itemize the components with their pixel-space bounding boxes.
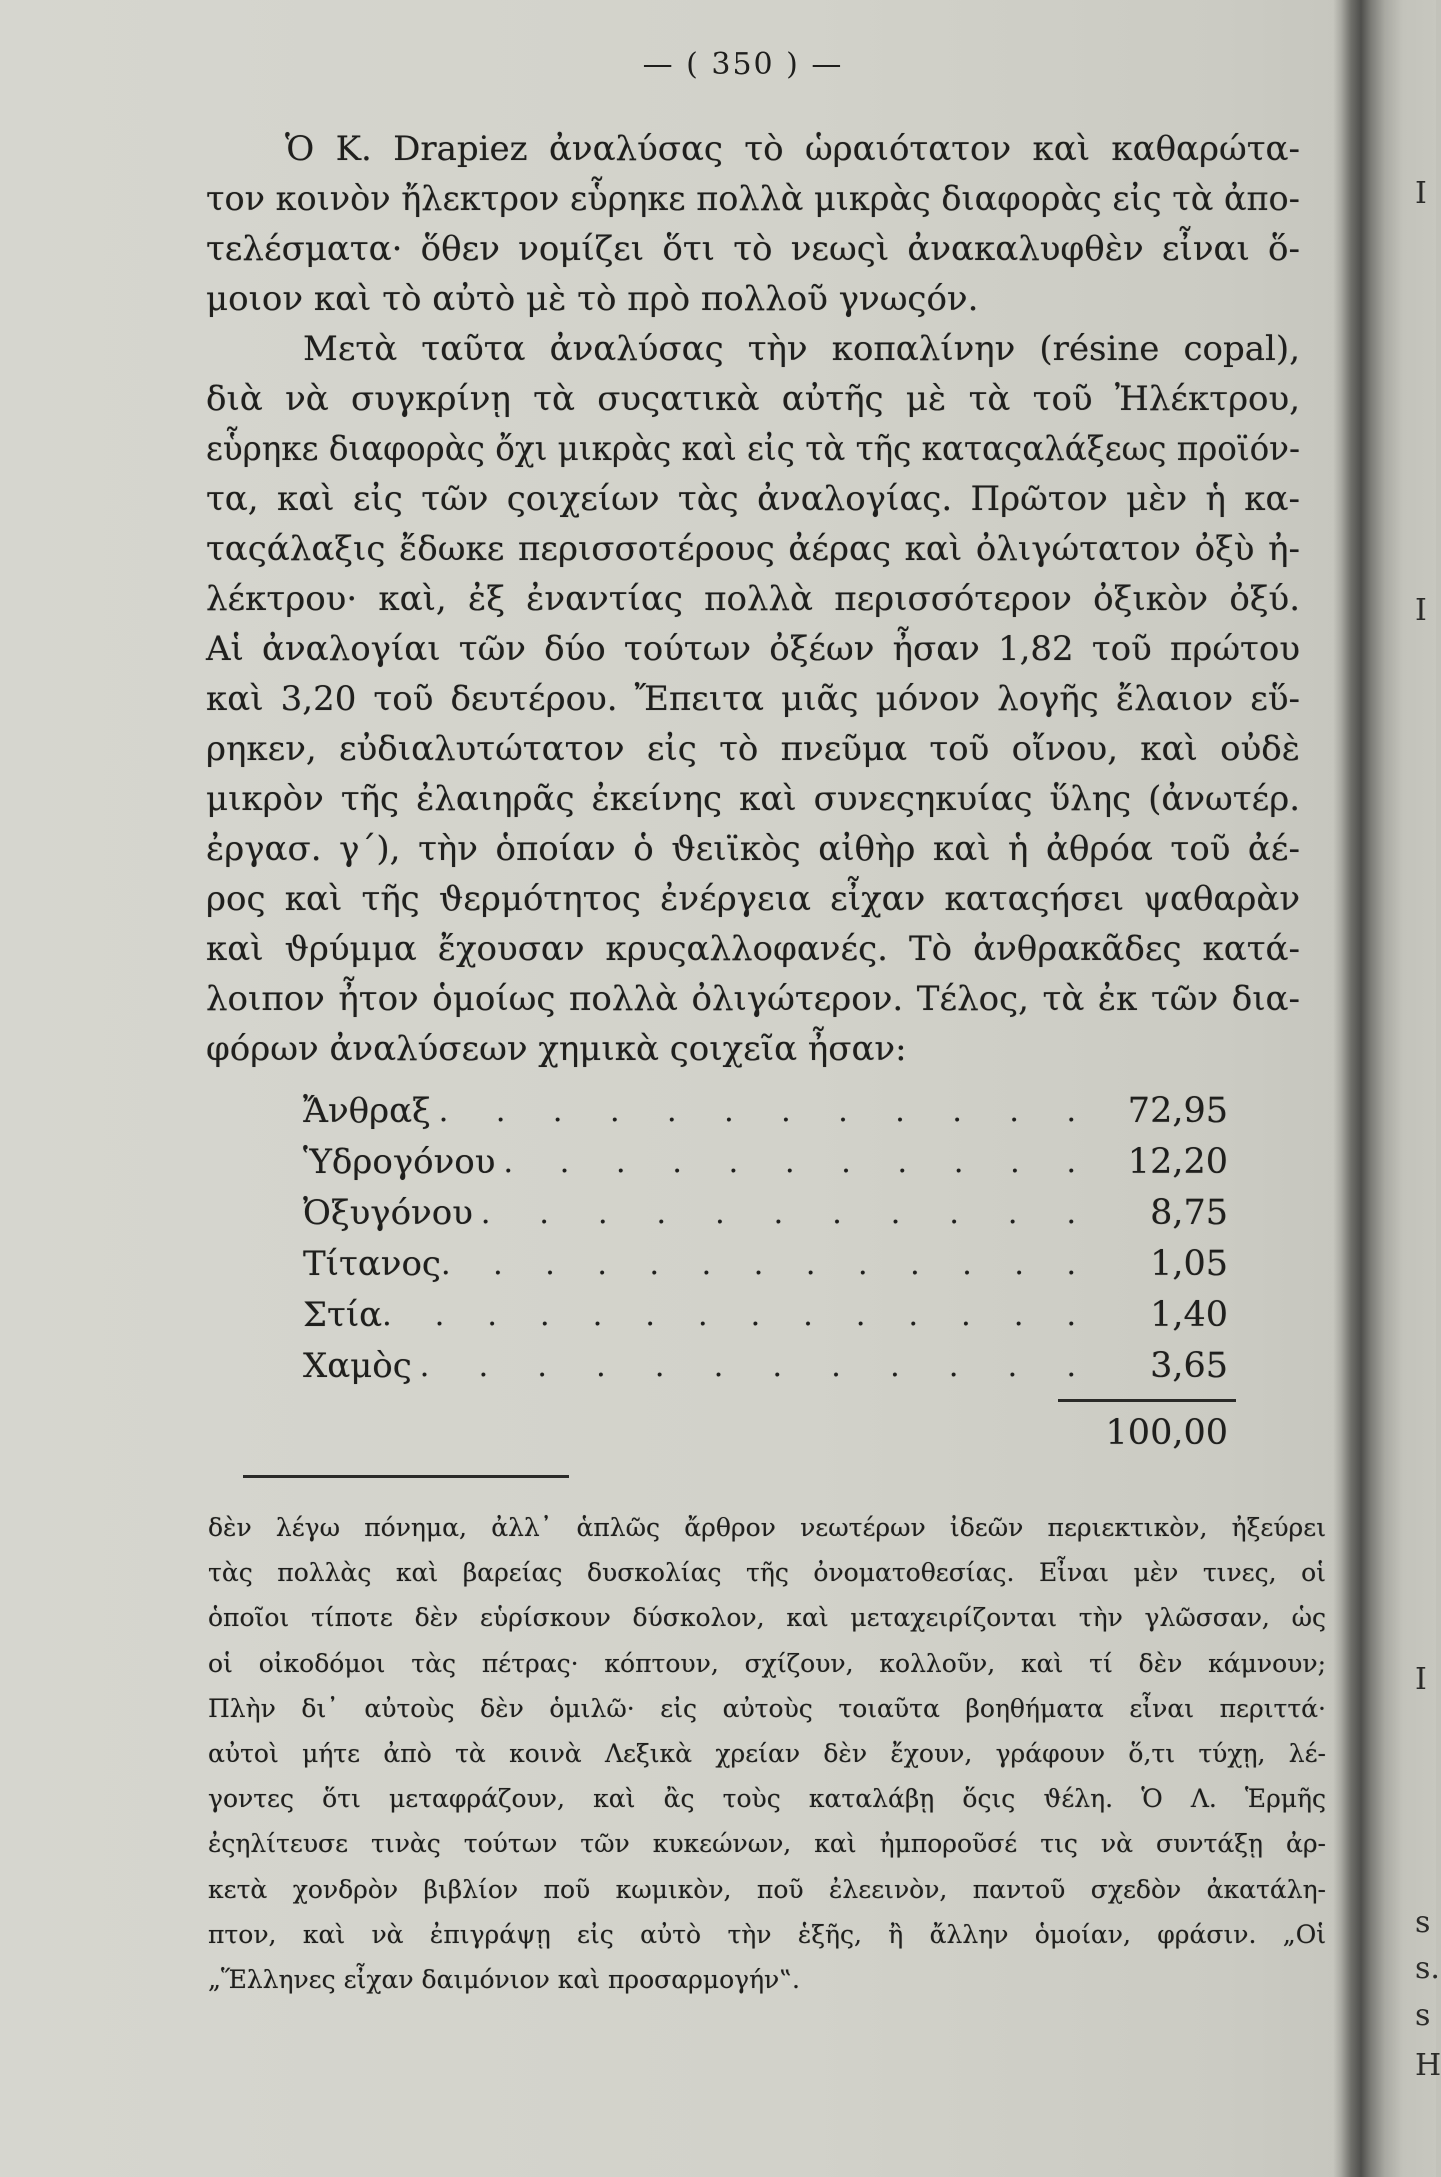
facing-page-letter: I (1415, 1662, 1427, 1697)
composition-row (303, 1086, 1228, 1137)
footnote-line: αὐτοὶ μήτε ἀπὸ τὰ κοινὰ Λεξικὰ χρείαν δὲν ἔχουν, γράφουν ὅ,τι τύχῃ, λέ- (208, 1738, 1326, 1768)
dot-leader: . . . . . . . . . . . (503, 1145, 1076, 1180)
table-total: 100,00 (1105, 1413, 1228, 1453)
body-text-line: μοιον καὶ τὸ αὐτὸ μὲ τὸ πρὸ πολλοῦ γνωςόν. (206, 279, 979, 319)
dot-leader: . . . . . . . . . . . . (438, 1094, 1076, 1129)
composition-row (303, 1188, 1228, 1239)
footnote-line: πτον, καὶ νὰ ἐπιγράψῃ εἰς αὐτὸ τὴν ἑξῆς, ἢ ἄλλην ὁμοίαν, φράσιν. „Οἱ (208, 1919, 1326, 1949)
percentage-value: 8,75 (1150, 1193, 1228, 1233)
percentage-value: 72,95 (1127, 1091, 1228, 1131)
facing-page-edge (1333, 0, 1441, 2177)
body-text-line: ταςάλαξις ἔδωκε περισσοτέρους ἀέρας καὶ ὀλιγώτατον ὀξὺ ἠ- (206, 529, 1300, 569)
body-text-line: ρηκεν, εὐδιαλυτώτατον εἰς τὸ πνεῦμα τοῦ οἴνου, καὶ οὐδὲ (206, 729, 1300, 769)
main-text (206, 124, 1300, 1074)
footnote-separator-rule (243, 1475, 569, 1478)
footnote-line: τὰς πολλὰς καὶ βαρείας δυσκολίας τῆς ὀνοματοθεσίας. Εἶναι μὲν τινες, οἱ (208, 1558, 1326, 1588)
element-name: Στία (303, 1295, 383, 1335)
footnote-line: δὲν λέγω πόνημα, ἀλλ᾽ ἁπλῶς ἄρθρον νεωτέρων ἰδεῶν περιεκτικὸν, ἠξεύρει (208, 1513, 1326, 1542)
dot-leader: . . . . . . . . . . . . (419, 1349, 1076, 1384)
body-text-line: Ὁ Κ. Drapiez ἀναλύσας τὸ ὡραιότατον καὶ καθαρώτα- (285, 129, 1300, 169)
body-text-line: ἐργασ. γ΄), τὴν ὁποίαν ὁ ϑειϊκὸς αἰθὴρ καὶ ἡ ἀθρόα τοῦ ἀέ- (206, 829, 1300, 869)
percentage-value: 1,40 (1150, 1295, 1228, 1335)
body-text-line: ρος καὶ τῆς ϑερμότητος ἐνέργεια εἶχαν καταςήσει ψαθαρὰν (206, 879, 1300, 919)
body-text-line: καὶ ϑρύμμα ἔχουσαν κρυςαλλοφανές. Τὸ ἀνθρακᾶδες κατά- (206, 929, 1300, 969)
body-text-line: λέκτρου· καὶ, ἐξ ἐναντίας πολλὰ περισσότερον ὀξικὸν ὀξύ. (206, 579, 1300, 619)
facing-page-letter: H (1415, 2048, 1441, 2083)
body-text-line: μικρὸν τῆς ἐλαιηρᾶς ἐκείνης καὶ συνεςηκυίας ὕλης (ἀνωτέρ. (206, 779, 1300, 819)
facing-page-letter: I (1415, 593, 1427, 628)
facing-page-letter: I (1415, 176, 1427, 211)
percentage-value: 12,20 (1127, 1142, 1228, 1182)
element-name: Ὑδρογόνου (303, 1142, 496, 1182)
footnote-line: Πλὴν δι᾽ αὐτοὺς δὲν ὁμιλῶ· εἰς αὐτοὺς τοιαῦτα βοηθήματα εἶναι περιττά· (208, 1693, 1326, 1723)
page-number-header: — ( 350 ) — (642, 47, 844, 82)
footnote (208, 1505, 1326, 2002)
footnote-line: „Ἕλληνες εἶχαν δαιμόνιον καὶ προσαρμογήν‟. (208, 1964, 800, 1994)
body-text-line: εὗρηκε διαφορὰς ὄχι μικρὰς καὶ εἰς τὰ τῆς καταςαλάξεως προϊόν- (206, 429, 1300, 469)
body-text-line: διὰ νὰ συγκρίνῃ τὰ συςατικὰ αὐτῆς μὲ τὰ τοῦ Ἠλέκτρου, (206, 379, 1300, 419)
composition-row (303, 1341, 1228, 1392)
body-text-line: καὶ 3,20 τοῦ δευτέρου. Ἔπειτα μιᾶς μόνον λογῆς ἔλαιον εὕ- (206, 679, 1300, 719)
footnote-line: ὁποῖοι τίποτε δὲν εὑρίσκουν δύσκολον, καὶ μεταχειρίζονται τὴν γλῶσσαν, ὡς (208, 1603, 1326, 1633)
body-text-line: τα, καὶ εἰς τῶν ςοιχείων τὰς ἀναλογίας. Πρῶτον μὲν ἡ κα- (206, 479, 1300, 519)
body-text-line: τον κοινὸν ἤλεκτρον εὗρηκε πολλὰ μικρὰς διαφορὰς εἰς τὰ ἀπο- (206, 179, 1300, 219)
body-text-line: Αἱ ἀναλογίαι τῶν δύο τούτων ὀξέων ἦσαν 1,82 τοῦ πρώτου (206, 629, 1300, 669)
body-text-line: τελέσματα· ὅθεν νομίζει ὅτι τὸ νεωςὶ ἀνακαλυφθὲν εἶναι ὅ- (206, 229, 1300, 269)
body-text-line: Μετὰ ταῦτα ἀναλύσας τὴν κοπαλίνην (résine copal), (303, 329, 1300, 369)
composition-row (303, 1290, 1228, 1341)
footnote-line: γοντες ὅτι μεταφράζουν, καὶ ἂς τοὺς καταλάβῃ ὅςις ϑέλη. Ὁ Λ. Ἑρμῆς (208, 1784, 1326, 1814)
dot-leader: . . . . . . . . . . . . . (440, 1247, 1076, 1282)
footnote-line: ἐςηλίτευσε τινὰς τούτων τῶν κυκεώνων, καὶ ἠμποροῦσέ τις νὰ συντάξῃ ἀρ- (208, 1829, 1326, 1859)
composition-table (303, 1086, 1228, 1392)
table-sum-rule (1058, 1399, 1236, 1402)
facing-page-letter: s (1415, 1905, 1431, 1940)
footnote-line: κετὰ χονδρὸν βιβλίον ποῦ κωμικὸν, ποῦ ἐλεεινὸν, παντοῦ σχεδὸν ἀκατάλη- (208, 1874, 1326, 1904)
percentage-value: 1,05 (1150, 1244, 1228, 1284)
element-name: Τίτανος (303, 1244, 441, 1284)
body-text-line: λοιπον ἦτον ὁμοίως πολλὰ ὀλιγώτερον. Τέλος, τὰ ἐκ τῶν δια- (206, 979, 1300, 1019)
element-name: Ἄνθραξ (303, 1091, 431, 1131)
element-name: Ὀξυγόνου (303, 1193, 473, 1233)
composition-row (303, 1137, 1228, 1188)
dot-leader: . . . . . . . . . . . (480, 1196, 1076, 1231)
facing-page-letter: s. (1415, 1951, 1440, 1986)
facing-page-letter: s (1415, 1998, 1431, 2033)
footnote-line: οἱ οἰκοδόμοι τὰς πέτρας· κόπτουν, σχίζουν, κολλοῦν, καὶ τί δὲν κάμνουν; (208, 1648, 1326, 1678)
dot-leader: . . . . . . . . . . . . . . (382, 1298, 1076, 1333)
body-text-line: φόρων ἀναλύσεων χημικὰ ςοιχεῖα ἦσαν: (206, 1029, 907, 1069)
composition-row (303, 1239, 1228, 1290)
percentage-value: 3,65 (1150, 1346, 1228, 1386)
element-name: Χαμὸς (303, 1346, 412, 1386)
